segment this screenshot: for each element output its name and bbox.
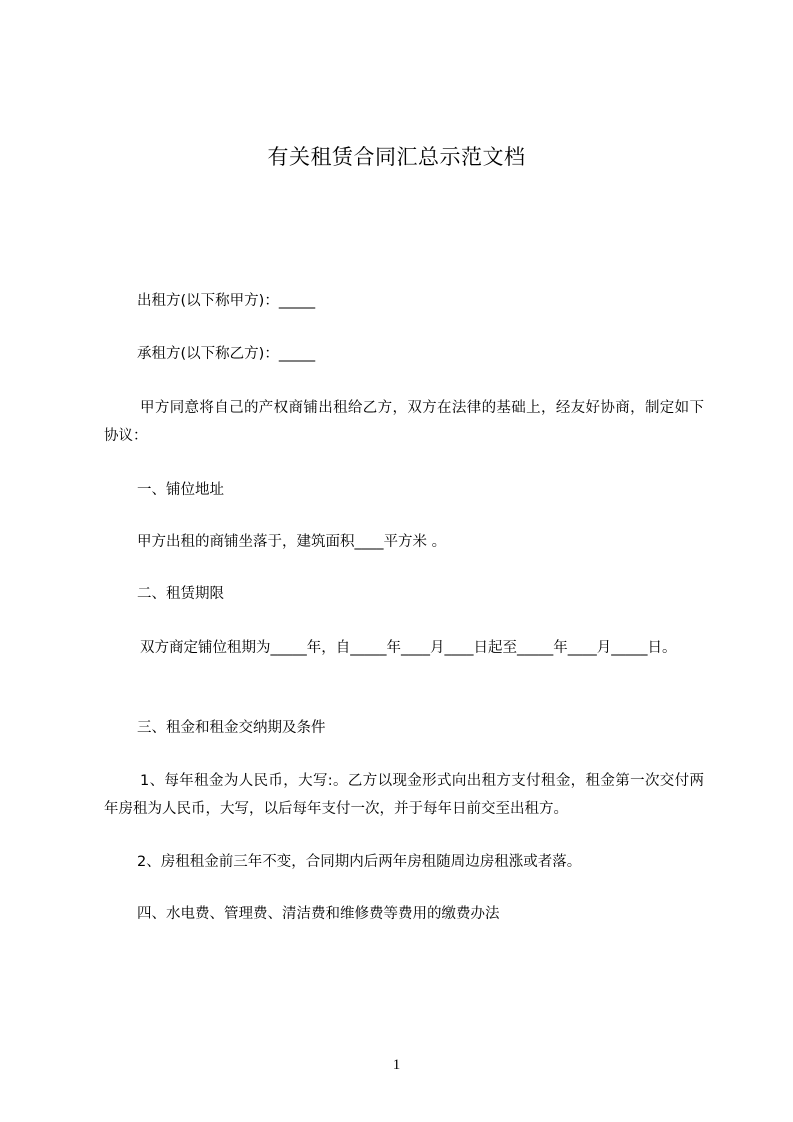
section3-item1: 1、每年租金为人民币，大写:。乙方以现金形式向出租方支付租金，租金第一次交付两年房租为人民币，大写，以后每年支付一次，并于每年日前交至出租方。 xyxy=(104,773,704,817)
section4-heading: 四、水电费、管理费、清洁费和维修费等费用的缴费办法 xyxy=(137,906,500,922)
section3-heading: 三、租金和租金交纳期及条件 xyxy=(137,720,326,736)
section3-item2: 2、房租租金前三年不变，合同期内后两年房租随周边房租涨或者落。 xyxy=(137,854,582,870)
lessee-line: 承租方(以下称乙方)：_____ xyxy=(137,346,316,362)
section1-text: 甲方出租的商铺坐落于，建筑面积____平方米 。 xyxy=(137,534,447,550)
section2-heading: 二、租赁期限 xyxy=(137,586,224,602)
section2-text: 双方商定铺位租期为_____年，自_____年____月____日起至_____年____月_____日。 xyxy=(140,640,677,656)
intro-paragraph: 甲方同意将自己的产权商铺出租给乙方，双方在法律的基础上，经友好协商，制定如下协议： xyxy=(104,400,704,444)
page-number: 1 xyxy=(392,1057,401,1073)
document-title: 有关租赁合同汇总示范文档 xyxy=(267,145,526,169)
lessor-line: 出租方(以下称甲方)：_____ xyxy=(137,293,316,309)
section1-heading: 一、铺位地址 xyxy=(137,482,224,498)
